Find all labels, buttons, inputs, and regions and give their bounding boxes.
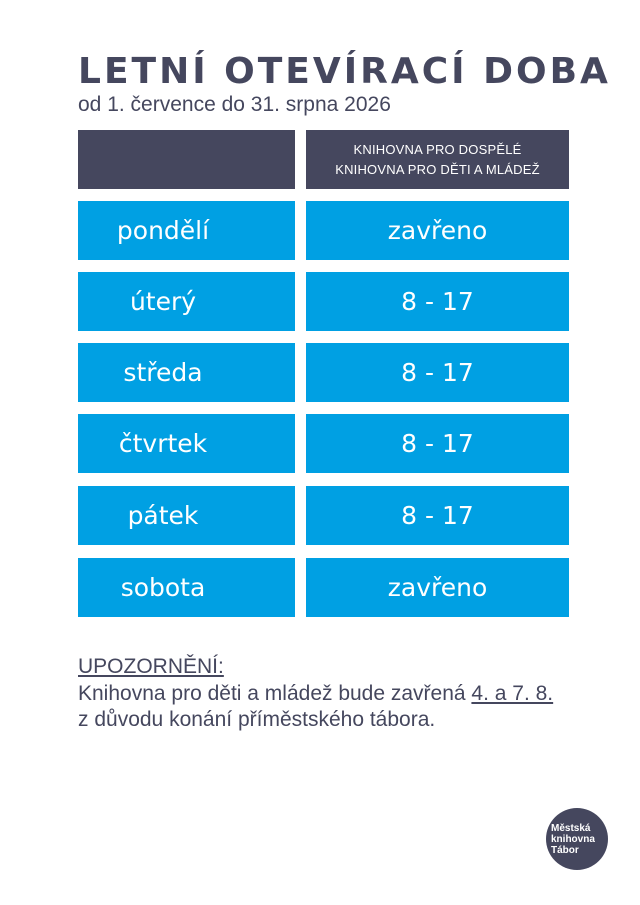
- hours-cell-wednesday: 8 - 17: [306, 343, 569, 402]
- notice-line-2: z důvodu konání příměstského tábora.: [78, 708, 436, 731]
- notice-heading: UPOZORNĚNÍ:: [78, 655, 224, 678]
- day-label: pátek: [127, 501, 199, 530]
- notice-dates: 4. a 7. 8.: [471, 682, 554, 705]
- logo-line-2: knihovna: [551, 833, 595, 845]
- notice-line-1: [78, 681, 553, 707]
- day-cell-wednesday: [78, 343, 295, 402]
- table-header-cell: [306, 130, 569, 189]
- day-cell-tuesday: [78, 272, 295, 331]
- hours-cell-thursday: 8 - 17: [306, 414, 569, 473]
- hours-cell-saturday: zavřeno: [306, 558, 569, 617]
- date-range-subtitle: od 1. července do 31. srpna 2026: [78, 93, 391, 116]
- library-logo: [546, 808, 608, 870]
- table-header-blank-cell: [78, 130, 295, 189]
- day-cell-thursday: [78, 414, 295, 473]
- notice-text: Knihovna pro děti a mládež bude zavřená: [78, 682, 472, 705]
- logo-line-1: Městská: [551, 822, 591, 834]
- day-cell-saturday: [78, 558, 295, 617]
- day-label: čtvrtek: [118, 429, 208, 458]
- hours-cell-monday: zavřeno: [306, 201, 569, 260]
- hours-cell-tuesday: 8 - 17: [306, 272, 569, 331]
- hours-cell-friday: 8 - 17: [306, 486, 569, 545]
- header-line-adults: KNIHOVNA PRO DOSPĚLÉ: [353, 141, 522, 157]
- day-label: sobota: [120, 573, 206, 602]
- header-line-children: KNIHOVNA PRO DĚTI A MLÁDEŽ: [335, 161, 540, 177]
- day-cell-friday: [78, 486, 295, 545]
- day-cell-monday: [78, 201, 295, 260]
- page-title: LETNÍ OTEVÍRACÍ DOBA: [78, 51, 611, 92]
- day-label: pondělí: [116, 216, 210, 245]
- day-label: středa: [123, 358, 203, 387]
- day-label: úterý: [129, 287, 197, 316]
- logo-line-3: Tábor: [551, 844, 579, 856]
